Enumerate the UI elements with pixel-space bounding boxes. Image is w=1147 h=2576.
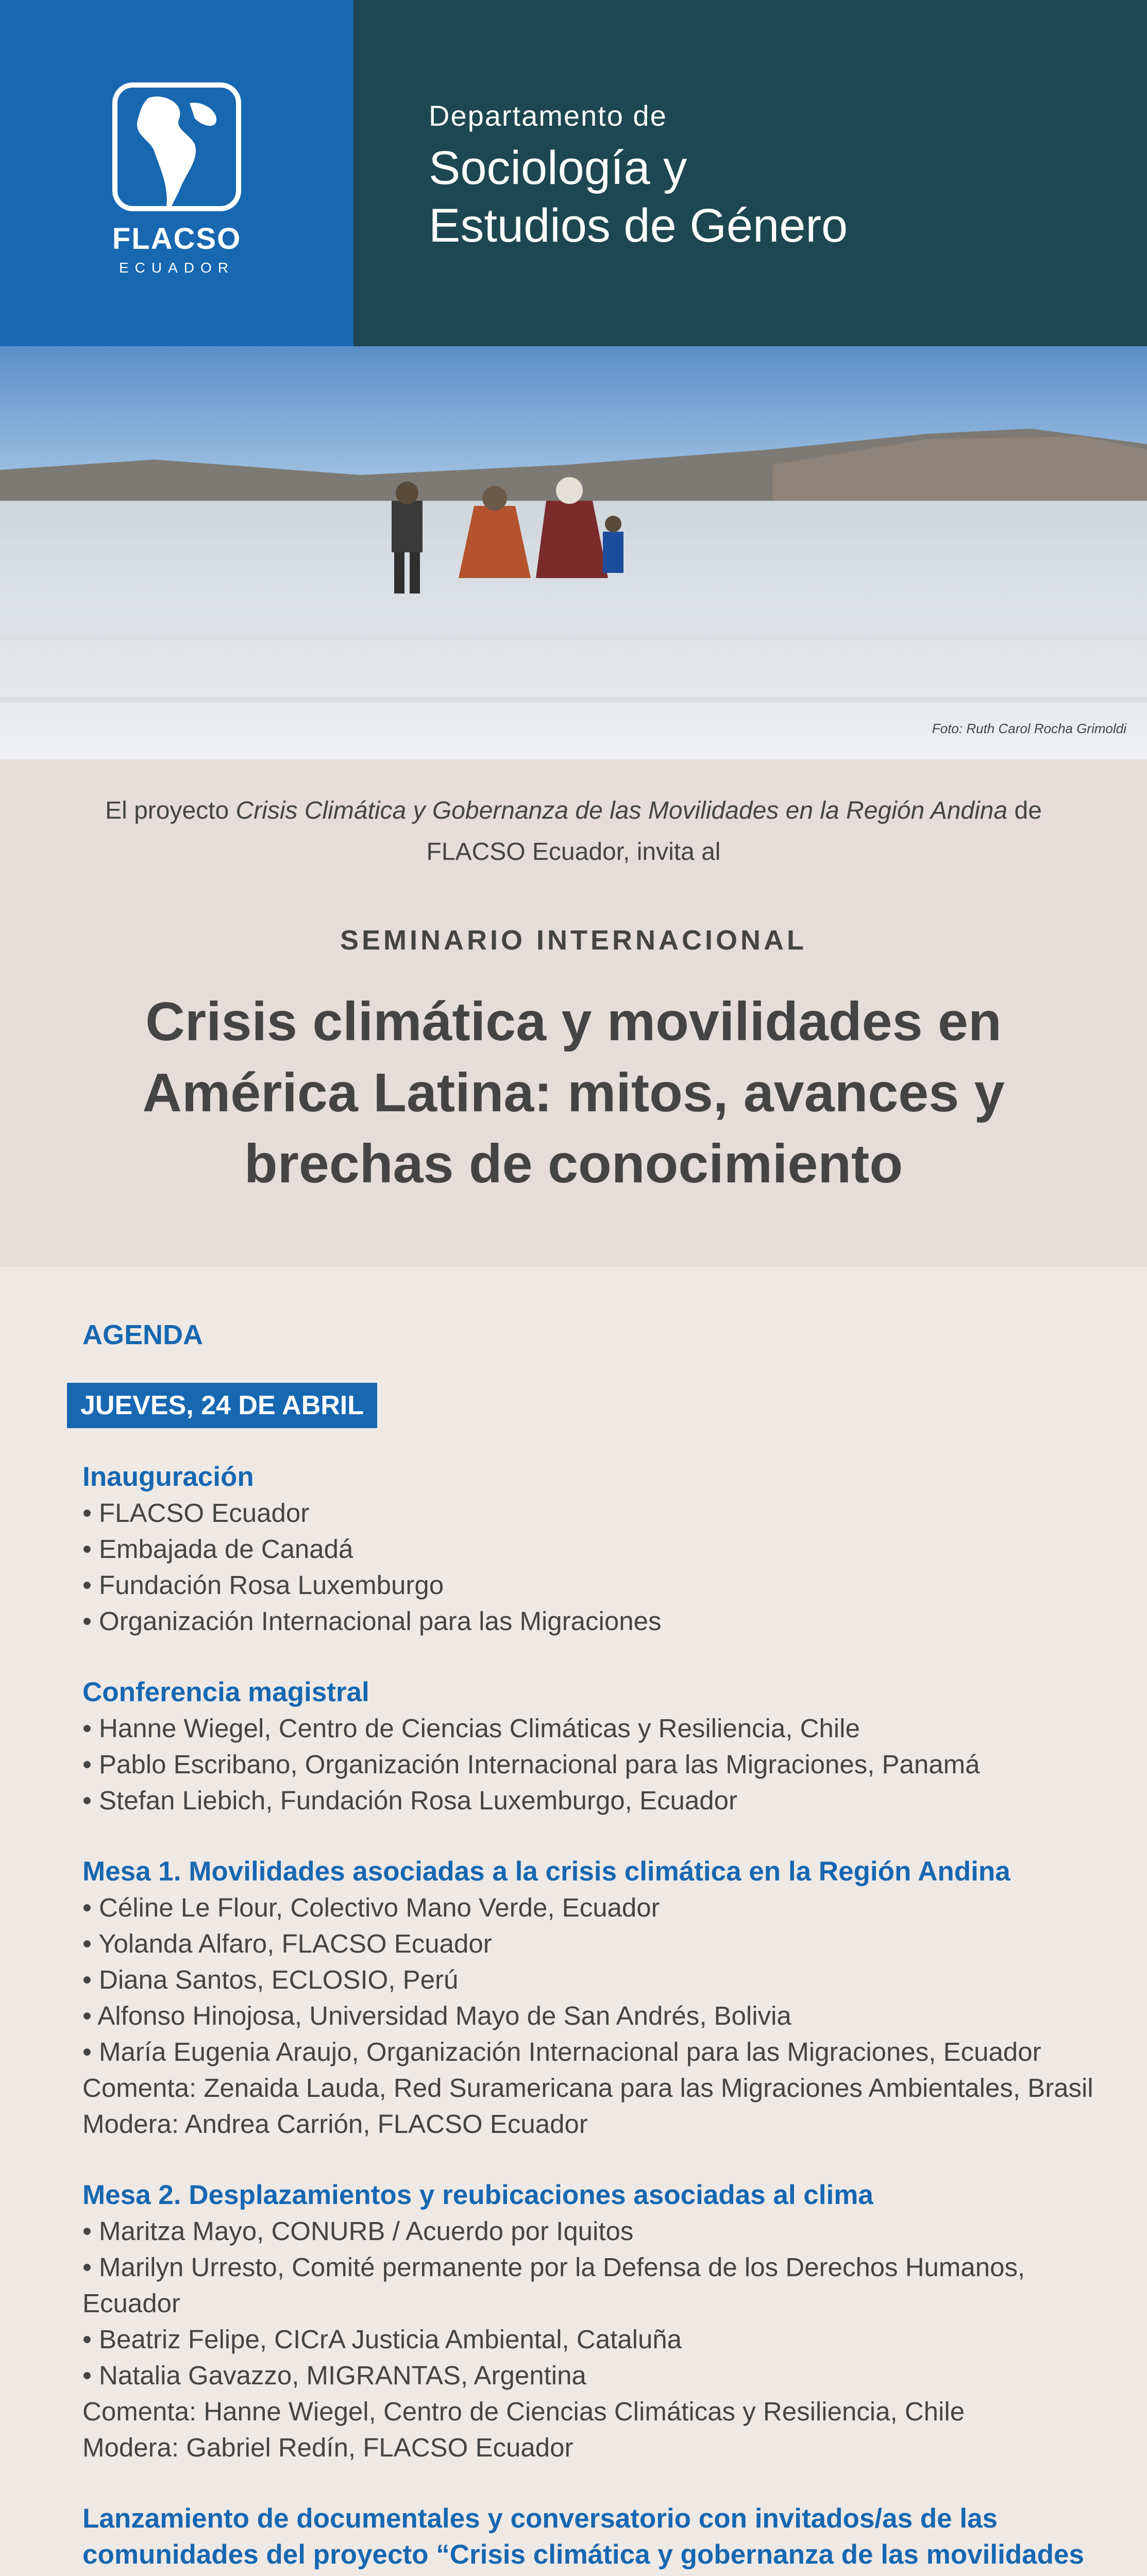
agenda-line: Modera: Gabriel Redín, FLACSO Ecuador (82, 2433, 574, 2462)
department-banner (353, 0, 1147, 346)
department-label: Departamento de (429, 99, 667, 132)
globe-icon (112, 82, 241, 211)
agenda-block-title: Inauguración (82, 1462, 254, 1492)
agenda-block-title: Conferencia magistral (82, 1677, 369, 1707)
agenda-block (82, 2501, 1113, 2576)
department-line-1: Sociología y (429, 142, 687, 194)
agenda-heading: AGENDA (82, 1319, 204, 1350)
intro-section (0, 759, 1147, 1267)
agenda-line: • Natalia Gavazzo, MIGRANTAS, Argentina (82, 2361, 586, 2390)
agenda-block (82, 1674, 1113, 1819)
agenda-block (82, 1854, 1113, 2142)
agenda-line: • Stefan Liebich, Fundación Rosa Luxemburgo, Ecuador (82, 1786, 737, 1815)
agenda-block (82, 2177, 1113, 2466)
agenda-block (82, 1459, 1113, 1639)
photo-credit: Foto: Ruth Carol Rocha Grimoldi (932, 721, 1126, 736)
agenda-block-title: Mesa 2. Desplazamientos y reubicaciones asociadas al clima (82, 2180, 873, 2210)
intro-text (93, 790, 1054, 873)
title-line-1: Crisis climática y movilidades en (145, 991, 1002, 1052)
logo-subtitle: ECUADOR (119, 260, 234, 276)
agenda-line: • Alfonso Hinojosa, Universidad Mayo de San Andrés, Bolivia (82, 2001, 791, 2030)
day-1-blocks (82, 1459, 1113, 2576)
logo-name: FLACSO (112, 222, 242, 256)
event-title (103, 986, 1044, 1199)
header (0, 0, 1147, 346)
agenda-line: • Marilyn Urresto, Comité permanente por la Defensa de los Derechos Humanos, Ecuador (82, 2252, 1025, 2318)
title-line-3: brechas de conocimiento (244, 1133, 903, 1194)
department-line-2: Estudios de Género (429, 199, 848, 252)
agenda (82, 1319, 1113, 2576)
agenda-line: • Fundación Rosa Luxemburgo (82, 1570, 444, 1600)
agenda-block-title: Mesa 1. Movilidades asociadas a la crisis climática en la Región Andina (82, 1856, 1010, 1887)
agenda-line: • Diana Santos, ECLOSIO, Perú (82, 1965, 459, 1994)
agenda-line: Comenta: Zenaida Lauda, Red Suramericana para las Migraciones Ambientales, Brasil (82, 2073, 1093, 2103)
project-name: Crisis Climática y Gobernanza de las Movilidades en la Región Andina (235, 797, 1008, 824)
agenda-line: • Maritza Mayo, CONURB / Acuerdo por Iquitos (82, 2216, 634, 2246)
agenda-line: • FLACSO Ecuador (82, 1498, 310, 1528)
agenda-line: • Pablo Escribano, Organización Internacional para las Migraciones, Panamá (82, 1750, 980, 1779)
agenda-line: • María Eugenia Araujo, Organización Internacional para las Migraciones, Ecuador (82, 2037, 1041, 2066)
agenda-line: Modera: Andrea Carrión, FLACSO Ecuador (82, 2109, 588, 2139)
salt-flat-photo (0, 346, 1147, 759)
flacso-logo (0, 0, 353, 346)
agenda-line: • Beatriz Felipe, CICrA Justicia Ambiental, Cataluña (82, 2325, 682, 2354)
agenda-line: • Organización Internacional para las Migraciones (82, 1606, 662, 1636)
agenda-line: • Yolanda Alfaro, FLACSO Ecuador (82, 1929, 492, 1958)
agenda-line: • Embajada de Canadá (82, 1534, 353, 1564)
intro-part-2: de FLACSO Ecuador, invita al (426, 797, 1042, 866)
day-1-label: JUEVES, 24 DE ABRIL (67, 1383, 377, 1428)
seminar-label: SEMINARIO INTERNACIONAL (340, 925, 807, 956)
agenda-line: Comenta: Hanne Wiegel, Centro de Ciencias Climáticas y Resiliencia, Chile (82, 2397, 965, 2426)
department-name (429, 139, 848, 255)
agenda-line: • Céline Le Flour, Colectivo Mano Verde, Ecuador (82, 1893, 660, 1922)
intro-part-1: El proyecto (105, 797, 236, 824)
agenda-block-title: Lanzamiento de documentales y conversatorio con invitados/as de las comunidades del proyecto “Crisis climática y gobernanza de las movilidades (82, 2503, 1084, 2570)
title-line-2: América Latina: mitos, avances y (142, 1062, 1005, 1123)
agenda-line: • Hanne Wiegel, Centro de Ciencias Climáticas y Resiliencia, Chile (82, 1714, 860, 1743)
